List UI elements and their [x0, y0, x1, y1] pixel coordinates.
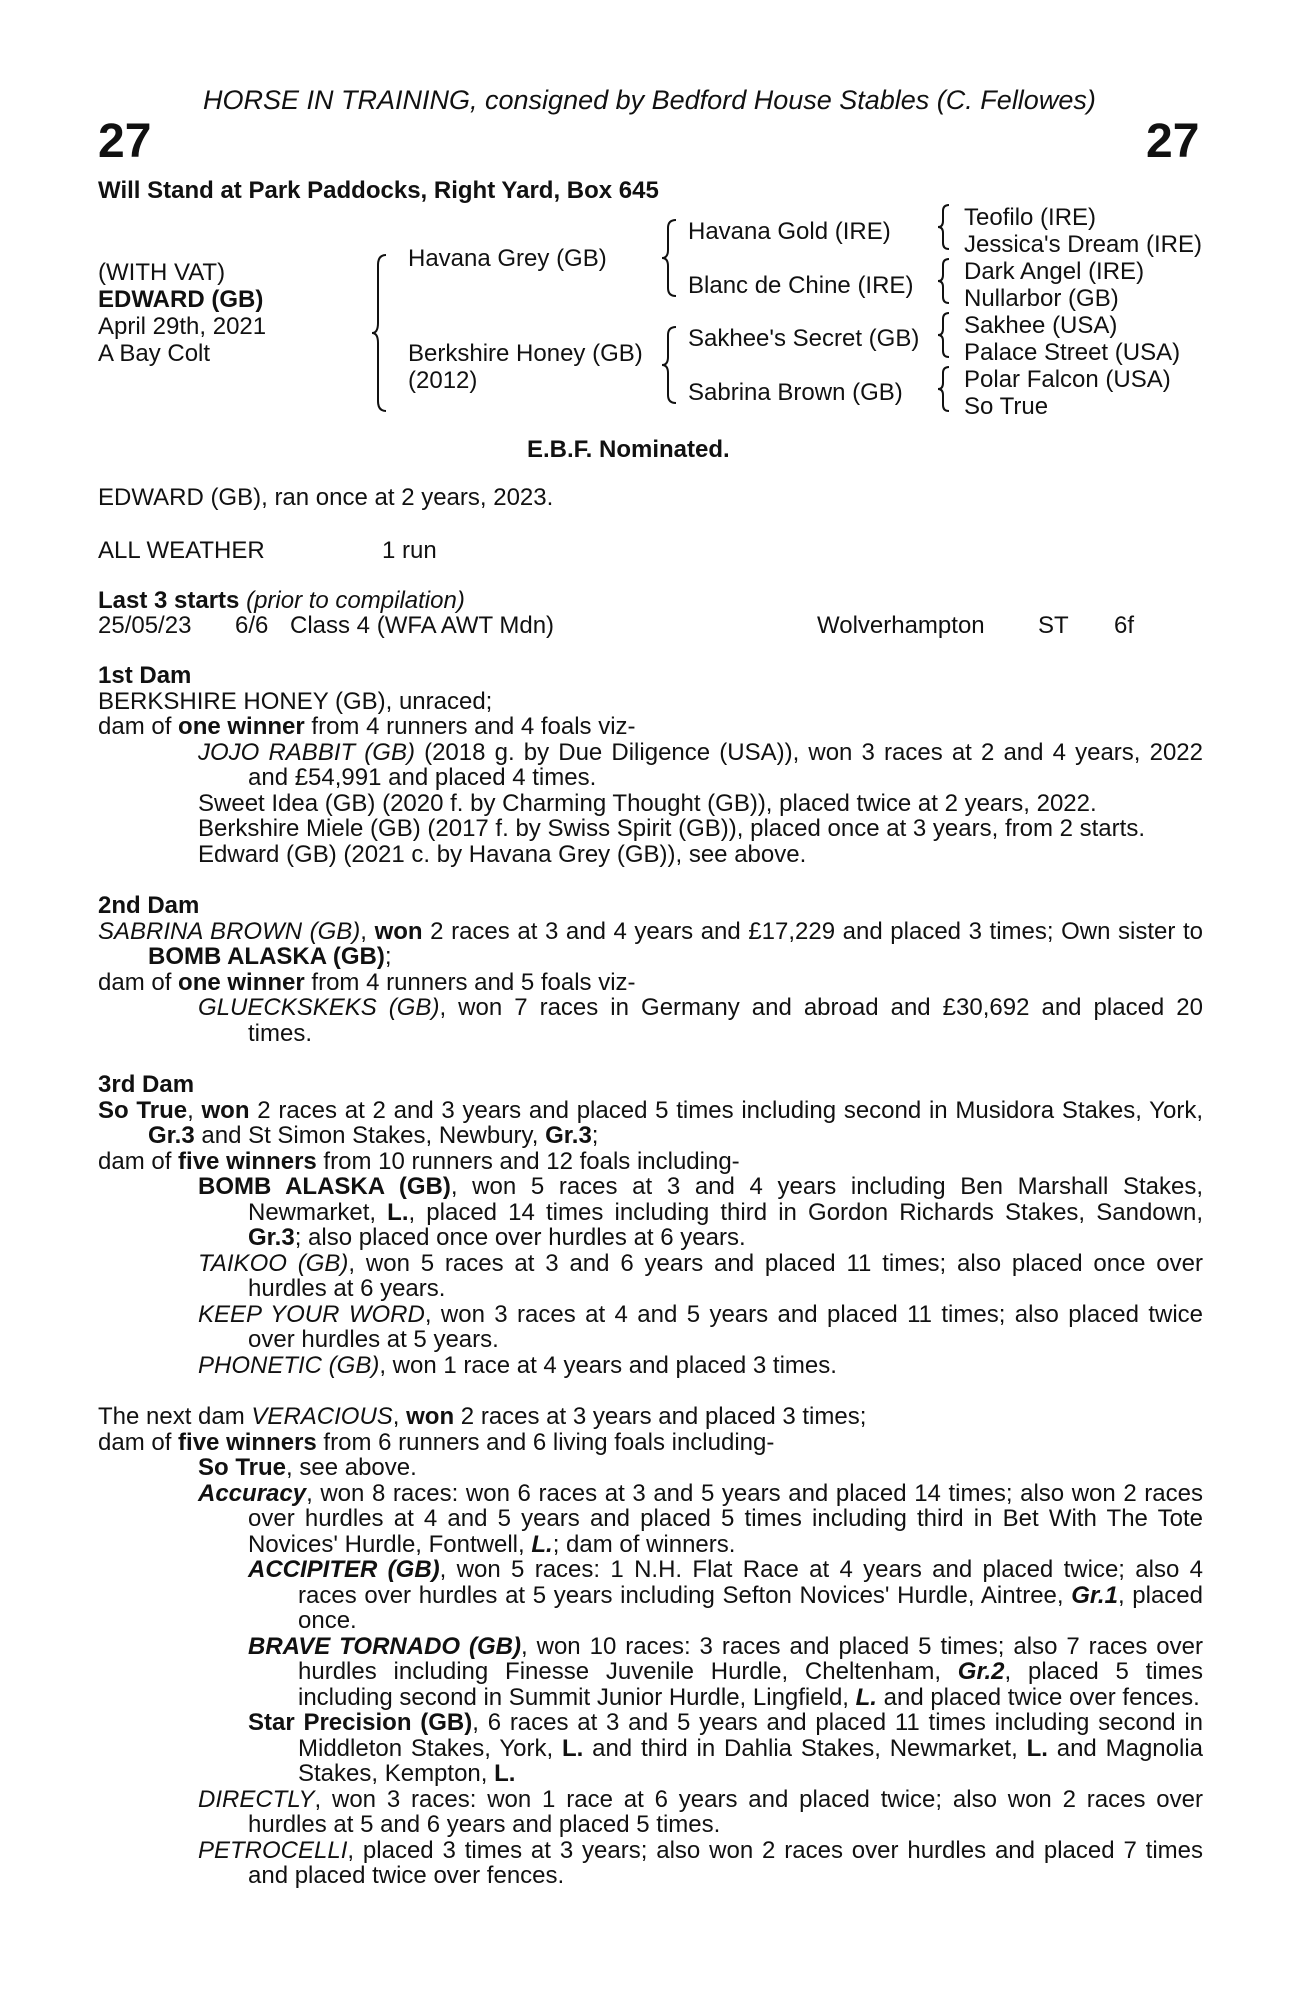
third-dam-heading: 3rd Dam: [98, 1071, 195, 1098]
vat-note: (WITH VAT): [98, 259, 226, 286]
offspring-keep-your-word: KEEP YOUR WORD, won 3 races at 4 and 5 years and placed 11 times; also placed twice over hurdles at 5 years.: [198, 1300, 1204, 1353]
start-going: ST: [1038, 612, 1069, 639]
racing-summary: EDWARD (GB), ran once at 2 years, 2023.: [98, 484, 554, 511]
pedigree-g4: Nullarbor (GB): [964, 285, 1119, 312]
start-distance: 6f: [1114, 612, 1135, 639]
pedigree-g3: Dark Angel (IRE): [964, 258, 1145, 285]
pedigree-g8: So True: [964, 393, 1049, 420]
pedigree-dam-sire: Sakhee's Secret (GB): [688, 325, 920, 352]
stand-location: Will Stand at Park Paddocks, Right Yard, Box 645: [98, 177, 659, 204]
grand-offspring-star-precision: Star Precision (GB), 6 races at 3 and 5 years and placed 11 times including second in Middleton Stakes, York, L. and third in Dahlia Stakes, Newmarket, L. and Magnolia Stakes, Kempton, L.: [248, 1709, 1203, 1787]
offspring-accuracy: Accuracy, won 8 races: won 6 races at 3 and 5 years and placed 14 times; also won 2 races over hurdles at 4 and 5 years and placed 5 times including third in Bet With The Tote Novices' Hurdle, Fontwell, L.; dam of winners.: [198, 1479, 1203, 1558]
consignment-heading: HORSE IN TRAINING, consigned by Bedford House Stables (C. Fellowes): [203, 85, 1096, 115]
first-dam-produce: dam of one winner from 4 runners and 4 foals viz-: [98, 713, 636, 740]
second-dam-heading: 2nd Dam: [98, 892, 200, 919]
offspring-directly: DIRECTLY, won 3 races: won 1 race at 6 years and placed twice; also won 2 races over hurdles at 5 and 6 years and placed 5 times.: [198, 1785, 1203, 1838]
second-dam-produce: dam of one winner from 4 runners and 5 foals viz-: [98, 968, 636, 996]
start-date: 25/05/23: [98, 612, 192, 639]
offspring-sweet-idea: Sweet Idea (GB) (2020 f. by Charming Thought (GB)), placed twice at 2 years, 2022.: [198, 789, 1097, 817]
next-dam-produce: dam of five winners from 6 runners and 6 living foals including-: [98, 1428, 775, 1456]
foaling-date: April 29th, 2021: [98, 313, 267, 340]
horse-name: EDWARD (GB): [98, 286, 264, 313]
last-starts-title: Last 3 starts: [98, 587, 240, 614]
offspring-berkshire-miele: Berkshire Miele (GB) (2017 f. by Swiss Spirit (GB)), placed once at 3 years, from 2 starts.: [198, 815, 1145, 842]
pedigree-dam-dam: Sabrina Brown (GB): [688, 379, 903, 406]
offspring-glueckskeks: GLUECKSKEKS (GB), won 7 races in Germany and abroad and £30,692 and placed 20 times.: [198, 994, 1204, 1047]
surface-runs: 1 run: [382, 537, 437, 564]
pedigree-g2: Jessica's Dream (IRE): [964, 231, 1202, 258]
offspring-petrocelli: PETROCELLI, placed 3 times at 3 years; also won 2 races over hurdles and placed 7 times and placed twice over fences.: [198, 1836, 1203, 1889]
start-class: Class 4 (WFA AWT Mdn): [290, 612, 555, 639]
start-course: Wolverhampton: [817, 612, 985, 639]
offspring-taikoo: TAIKOO (GB), won 5 races at 3 and 6 years and placed 11 times; also placed once over hurdles at 6 years.: [198, 1249, 1203, 1302]
surface-label: ALL WEATHER: [98, 537, 265, 564]
pedigree-sire-sire: Havana Gold (IRE): [688, 218, 891, 245]
pedigree-dam: Berkshire Honey (GB): [408, 340, 643, 367]
pedigree-sire-dam: Blanc de Chine (IRE): [688, 272, 914, 299]
first-dam-line: BERKSHIRE HONEY (GB), unraced;: [98, 687, 493, 715]
offspring-edward: Edward (GB) (2021 c. by Havana Grey (GB)), see above.: [198, 840, 807, 868]
pedigree-g7: Polar Falcon (USA): [964, 366, 1171, 393]
family-section: [98, 663, 1203, 1889]
third-dam-produce: dam of five winners from 10 runners and 12 foals including-: [98, 1147, 740, 1175]
second-dam-line: SABRINA BROWN (GB), won 2 races at 3 and 4 years and £17,229 and placed 3 times; Own sister to BOMB ALASKA (GB);: [98, 917, 1203, 970]
lot-number-right: 27: [1146, 115, 1200, 168]
offspring-phonetic: PHONETIC (GB), won 1 race at 4 years and placed 3 times.: [198, 1351, 837, 1379]
pedigree-sire: Havana Grey (GB): [408, 245, 607, 272]
pedigree-g5: Sakhee (USA): [964, 312, 1118, 339]
pedigree-bracket-g4: [937, 365, 953, 413]
first-dam-heading: 1st Dam: [98, 662, 192, 689]
pedigree-bracket-main: [370, 253, 390, 413]
grand-offspring-accipiter: ACCIPITER (GB), won 5 races: 1 N.H. Flat Race at 4 years and placed twice; also 4 races over hurdles at 5 years including Sefton Novices' Hurdle, Aintree, Gr.1, placed once.: [248, 1556, 1204, 1634]
last-starts-heading: [98, 588, 465, 614]
offspring-bomb-alaska: BOMB ALASKA (GB), won 5 races at 3 and 4 years including Ben Marshall Stakes, Newmarket, L., placed 14 times including third in Gordon Richards Stakes, Sandown, Gr.3; also placed once over hurdles at 6 years.: [198, 1173, 1203, 1251]
next-dam-line: The next dam VERACIOUS, won 2 races at 3 years and placed 3 times;: [98, 1403, 867, 1430]
horse-description: A Bay Colt: [98, 340, 211, 367]
ebf-nominated: E.B.F. Nominated.: [527, 436, 730, 463]
third-dam-line: So True, won 2 races at 2 and 3 years and placed 5 times including second in Musidora Stakes, York, Gr.3 and St Simon Stakes, Newbury, Gr.3;: [98, 1096, 1203, 1149]
grand-offspring-brave-tornado: BRAVE TORNADO (GB), won 10 races: 3 races and placed 5 times; also 7 races over hurdles including Finesse Juvenile Hurdle, Cheltenham, Gr.2, placed 5 times including second in Summit Junior Hurdle, Lingfield, L. and placed twice over fences.: [248, 1632, 1203, 1711]
pedigree-bracket-dam: [660, 325, 680, 405]
pedigree-bracket-sire: [660, 218, 680, 298]
start-position: 6/6: [235, 612, 269, 639]
pedigree-dam-year: (2012): [408, 367, 478, 394]
offspring-so-true: So True, see above.: [198, 1454, 417, 1481]
pedigree-g1: Teofilo (IRE): [964, 204, 1097, 231]
lot-number-left: 27: [98, 115, 152, 168]
offspring-jojo-rabbit: JOJO RABBIT (GB) (2018 g. by Due Diligence (USA)), won 3 races at 2 and 4 years, 2022 and £54,991 and placed 4 times.: [198, 738, 1203, 791]
pedigree-g6: Palace Street (USA): [964, 339, 1181, 366]
pedigree-bracket-g1: [937, 203, 953, 251]
pedigree-bracket-g2: [937, 257, 953, 305]
pedigree-bracket-g3: [937, 311, 953, 359]
last-starts-note: (prior to compilation): [246, 587, 465, 614]
